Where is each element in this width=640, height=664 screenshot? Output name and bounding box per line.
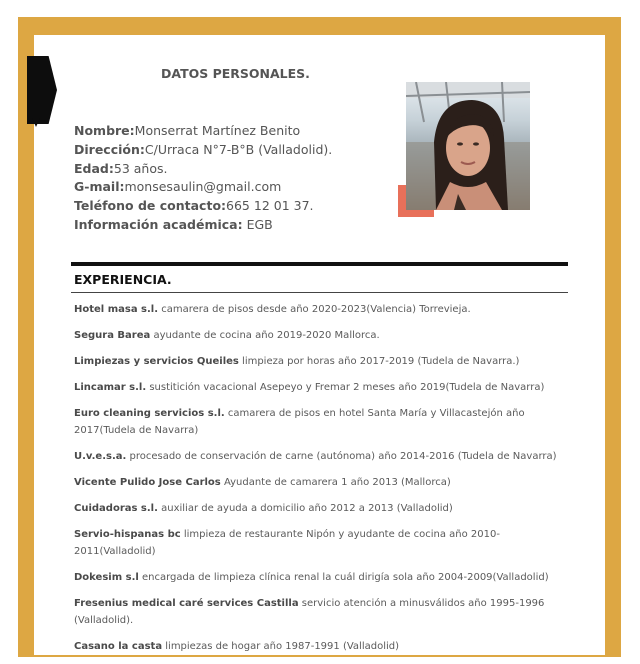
field-label: G-mail: bbox=[74, 179, 125, 195]
profile-photo bbox=[406, 82, 530, 210]
experience-list bbox=[74, 301, 568, 664]
personal-data-heading: DATOS PERSONALES. bbox=[161, 66, 310, 81]
company-name: Euro cleaning servicios s.l. bbox=[74, 408, 225, 419]
experience-item bbox=[74, 500, 568, 517]
field-label: Información académica: bbox=[74, 216, 243, 232]
job-detail: camarera de pisos desde año 2020-2023(Valencia) Torrevieja. bbox=[158, 304, 471, 315]
field-label: Nombre: bbox=[74, 123, 135, 138]
field-name bbox=[74, 122, 332, 141]
job-detail: sustitición vacacional Asepeyo y Fremar 2 meses año 2019(Tudela de Navarra) bbox=[146, 382, 545, 393]
experience-item bbox=[74, 448, 568, 465]
experience-heading: EXPERIENCIA. bbox=[74, 272, 172, 287]
field-address bbox=[74, 141, 332, 160]
job-detail: procesado de conservación de carne (autónoma) año 2014-2016 (Tudela de Navarra) bbox=[126, 451, 557, 462]
job-detail: limpiezas de hogar año 1987-1991 (Valladolid) bbox=[162, 641, 399, 652]
field-value: monsesaulin@gmail.com bbox=[124, 179, 282, 195]
job-detail: Ayudante de camarera 1 año 2013 (Mallorca) bbox=[220, 477, 451, 488]
company-name: Casano la casta bbox=[74, 641, 163, 652]
divider-thin bbox=[71, 292, 568, 293]
field-label: Dirección: bbox=[74, 141, 145, 157]
job-detail: camarera de pisos en hotel Santa María y Villacastejón año 2017(Tudela de Navarra) bbox=[74, 408, 525, 436]
company-name: Fresenius medical caré services Castilla bbox=[74, 598, 299, 609]
field-age bbox=[74, 160, 332, 179]
field-label: Teléfono de contacto: bbox=[74, 198, 227, 214]
experience-item bbox=[74, 474, 568, 491]
experience-item bbox=[74, 638, 568, 655]
personal-data bbox=[74, 122, 332, 235]
experience-item bbox=[74, 526, 568, 560]
experience-item bbox=[74, 353, 568, 370]
company-name: Vicente Pulido Jose Carlos bbox=[74, 477, 221, 488]
job-detail: auxiliar de ayuda a domicilio año 2012 a 2013 (Valladolid) bbox=[157, 503, 453, 514]
company-name: Lincamar s.l. bbox=[74, 382, 147, 393]
job-detail: encargada de limpieza clínica renal la cuál dirigía sola año 2004-2009(Valladolid) bbox=[138, 572, 549, 583]
field-value: EGB bbox=[242, 216, 273, 232]
field-value: 53 años. bbox=[113, 160, 168, 176]
experience-item bbox=[74, 327, 568, 344]
field-label: Edad: bbox=[74, 160, 114, 176]
field-education bbox=[74, 216, 332, 235]
company-name: Segura Barea bbox=[74, 330, 151, 341]
job-detail: limpieza por horas año 2017-2019 (Tudela de Navarra.) bbox=[238, 356, 520, 367]
field-value: C/Urraca N°7-B°B (Valladolid). bbox=[144, 141, 333, 157]
company-name: Servio-hispanas bc bbox=[74, 529, 181, 540]
job-detail: servicio atención a minusválidos año 1995-1996 (Valladolid). bbox=[74, 598, 545, 626]
job-detail: ayudante de cocina año 2019-2020 Mallorca. bbox=[150, 330, 380, 341]
experience-item bbox=[74, 569, 568, 586]
experience-item bbox=[74, 301, 568, 318]
experience-item bbox=[74, 379, 568, 396]
company-name: Dokesim s.l bbox=[74, 572, 139, 583]
field-phone bbox=[74, 197, 332, 216]
company-name: Limpiezas y servicios Queiles bbox=[74, 356, 239, 367]
experience-item bbox=[74, 405, 568, 439]
experience-item bbox=[74, 595, 568, 629]
company-name: Hotel masa s.l. bbox=[74, 304, 159, 315]
field-email bbox=[74, 178, 332, 197]
divider-thick bbox=[71, 262, 568, 266]
field-value: 665 12 01 37. bbox=[226, 198, 314, 214]
job-detail: limpieza de restaurante Nipón y ayudante de cocina año 2010-2011(Valladolid) bbox=[74, 529, 500, 557]
bookmark-tag-tail bbox=[32, 118, 40, 127]
company-name: U.v.e.s.a. bbox=[74, 451, 127, 462]
company-name: Cuidadoras s.l. bbox=[74, 503, 158, 514]
field-value: Monserrat Martínez Benito bbox=[134, 123, 301, 138]
